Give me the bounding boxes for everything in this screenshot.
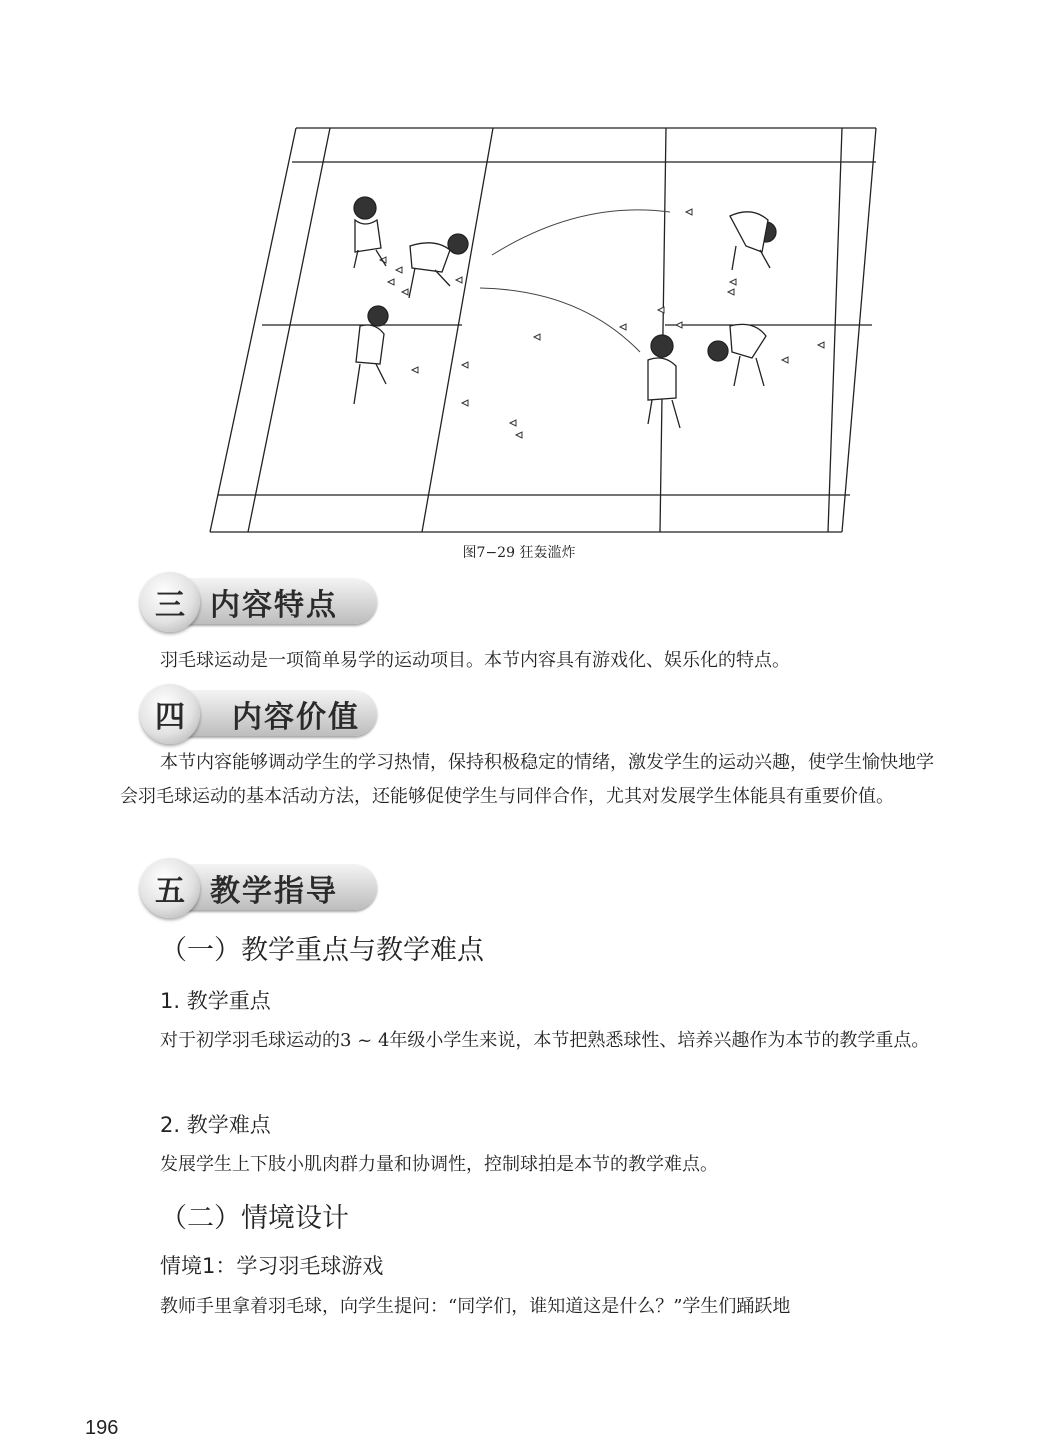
badminton-court-drawing xyxy=(200,120,890,540)
section-heading-value xyxy=(140,684,380,744)
item-title-difficulty: 2. 教学难点 xyxy=(160,1113,271,1137)
subsection-title-key-points: （一）教学重点与教学难点 xyxy=(160,935,484,966)
section-title: 教学指导 xyxy=(210,874,338,909)
section-title: 内容特点 xyxy=(210,588,338,623)
figure-caption: 图7−29 狂轰滥炸 xyxy=(462,545,576,561)
item-title-key-point: 1. 教学重点 xyxy=(160,989,271,1013)
section-heading-features xyxy=(140,572,380,632)
value-paragraph: 本节内容能够调动学生的学习热情，保持积极稳定的情绪，激发学生的运动兴趣，使学生愉快地学会羽毛球运动的基本活动方法，还能够促使学生与同伴合作，尤其对发展学生体能具有重要价值。 xyxy=(120,752,934,807)
subsection-title-scenario: （二）情境设计 xyxy=(160,1203,349,1234)
scenario-paragraph: 教师手里拿着羽毛球，向学生提问：“同学们，谁知道这是什么？”学生们踊跃地 xyxy=(160,1296,791,1317)
features-paragraph: 羽毛球运动是一项简单易学的运动项目。本节内容具有游戏化、娱乐化的特点。 xyxy=(160,650,790,671)
section-number: 三 xyxy=(140,572,200,632)
section-heading-guidance xyxy=(140,858,380,918)
difficulty-paragraph: 发展学生上下肢小肌肉群力量和协调性，控制球拍是本节的教学难点。 xyxy=(160,1154,718,1175)
section-number: 四 xyxy=(140,684,200,744)
section-title: 内容价值 xyxy=(232,700,360,735)
key-point-paragraph: 对于初学羽毛球运动的3 ~ 4年级小学生来说，本节把熟悉球性、培养兴趣作为本节的教学重点。 xyxy=(160,1030,930,1051)
court-illustration xyxy=(200,120,890,540)
section-number: 五 xyxy=(140,858,200,918)
scenario-title: 情境1：学习羽毛球游戏 xyxy=(160,1254,384,1278)
page-number: 196 xyxy=(85,1417,119,1439)
